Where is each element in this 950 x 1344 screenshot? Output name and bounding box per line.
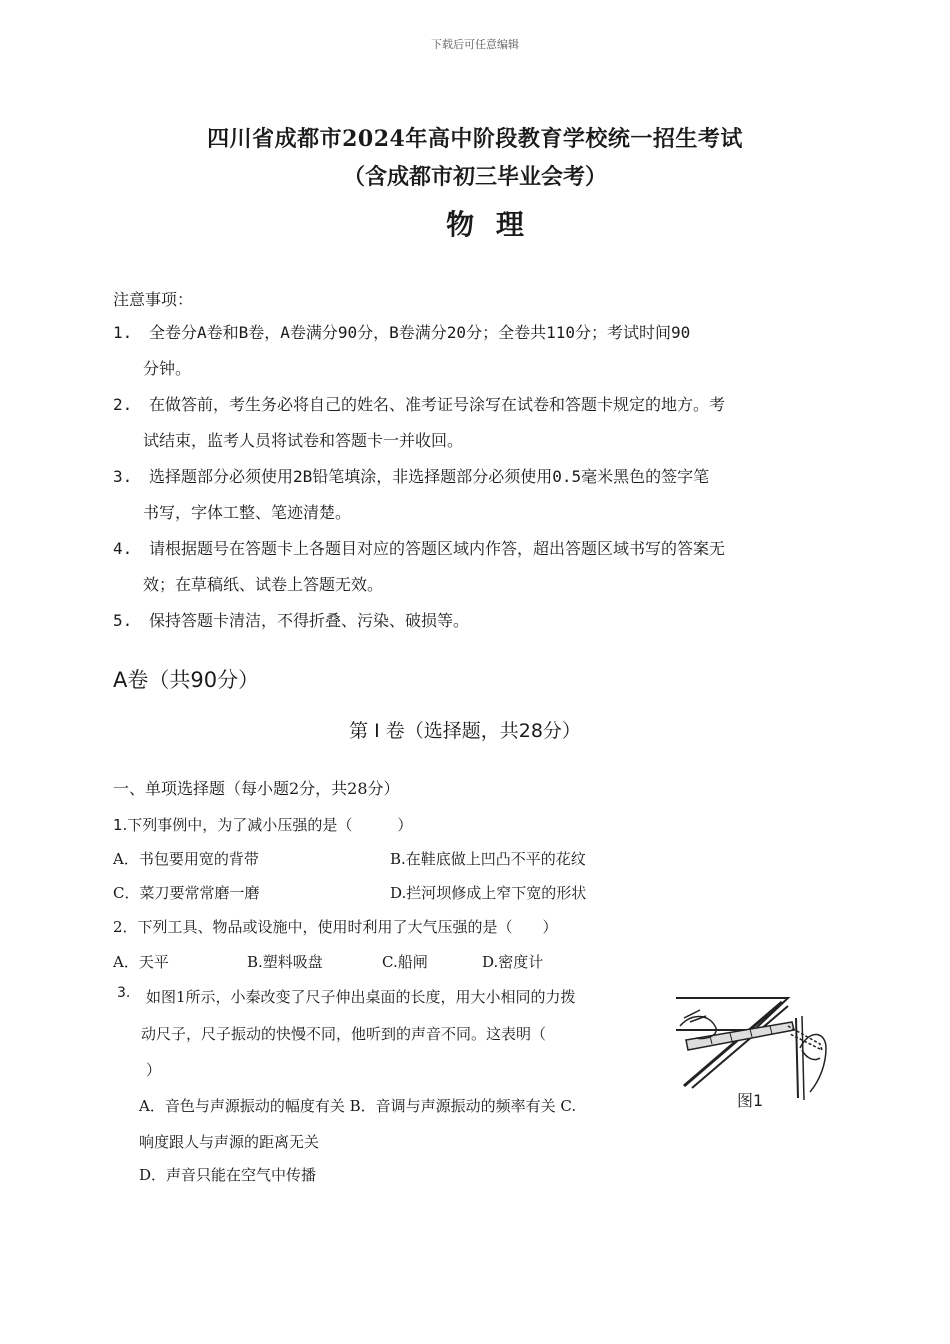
note-text: 请根据题号在答题卡上各题目对应的答题区域内作答，超出答题区域书写的答案无: [149, 539, 726, 558]
q3-stem-line1: 如图1所示，小秦改变了尺子伸出桌面的长度，用大小相同的力拨: [146, 988, 576, 1006]
q1-option-d: D.拦河坝修成上窄下宽的形状: [390, 884, 587, 902]
q1-stem: 1.下列事例中，为了减小压强的是（ ）: [113, 816, 413, 834]
q2-option-d: D.密度计: [482, 953, 544, 971]
subject-title: 物 理: [446, 208, 530, 241]
note-item: [113, 531, 843, 603]
note-item: [113, 603, 843, 639]
q1-option-a: A．书包要用宽的背带: [113, 850, 259, 868]
note-text-cont: 书写，字体工整、笔迹清楚。: [143, 503, 352, 522]
q2-stem: 2．下列工具、物品或设施中，使用时利用了大气压强的是（ ）: [113, 918, 558, 936]
q1-option-b: B.在鞋底做上凹凸不平的花纹: [390, 850, 586, 868]
q3-option-d: D．声音只能在空气中传播: [139, 1166, 317, 1184]
q1-option-c: C．菜刀要常常磨一磨: [113, 884, 260, 902]
note-item: [113, 387, 843, 459]
note-text-cont: 效；在草稿纸、试卷上答题无效。: [143, 575, 384, 594]
note-text: 全卷分A卷和B卷，A卷满分90分，B卷满分20分；全卷共110分；考试时间90: [149, 323, 691, 342]
q2-option-c: C.船闸: [382, 953, 428, 971]
section-a-title: A卷（共90分）: [113, 668, 260, 692]
note-text: 保持答题卡清洁，不得折叠、污染、破损等。: [149, 611, 470, 630]
question-group-heading: 一、单项选择题（每小题2分，共28分）: [113, 779, 400, 798]
note-text-cont: 分钟。: [143, 359, 192, 378]
note-number: 5.: [113, 611, 133, 630]
note-number: 2.: [113, 395, 133, 414]
q3-stem-line2: 动尺子，尺子振动的快慢不同，他听到的声音不同。这表明（: [141, 1025, 547, 1043]
hand-left-illustration: [680, 1010, 716, 1039]
q3-options-line2: 响度跟人与声源的距离无关: [139, 1133, 320, 1151]
header-note: 下载后可任意编辑: [431, 38, 519, 51]
q3-stem-line3: ）: [146, 1061, 162, 1079]
note-number: 4.: [113, 539, 133, 558]
q2-option-a: A．天平: [113, 953, 169, 971]
figure-caption: 图1: [737, 1091, 764, 1110]
note-item: [113, 315, 843, 387]
note-number: 1.: [113, 323, 133, 342]
q3-options-line1: A．音色与声源振动的幅度有关 B．音调与声源振动的频率有关 C.: [139, 1097, 577, 1115]
q3-number: 3.: [117, 985, 131, 1001]
note-number: 3.: [113, 467, 133, 486]
q2-option-b: B.塑料吸盘: [247, 953, 323, 971]
note-text: 在做答前，考生务必将自己的姓名、准考证号涂写在试卷和答题卡规定的地方。考: [149, 395, 726, 414]
exam-title: 四川省成都市2024年高中阶段教育学校统一招生考试: [207, 126, 743, 152]
exam-subtitle: （含成都市初三毕业会考）: [342, 164, 607, 190]
note-text: 选择题部分必须使用2B铅笔填涂，非选择题部分必须使用0.5毫米黑色的签字笔: [149, 467, 710, 486]
part-one-title: 第 I 卷（选择题，共28分）: [349, 720, 581, 742]
note-item: [113, 459, 843, 531]
note-text-cont: 试结束，监考人员将试卷和答题卡一并收回。: [143, 431, 464, 450]
notes-heading: 注意事项：: [113, 290, 194, 309]
